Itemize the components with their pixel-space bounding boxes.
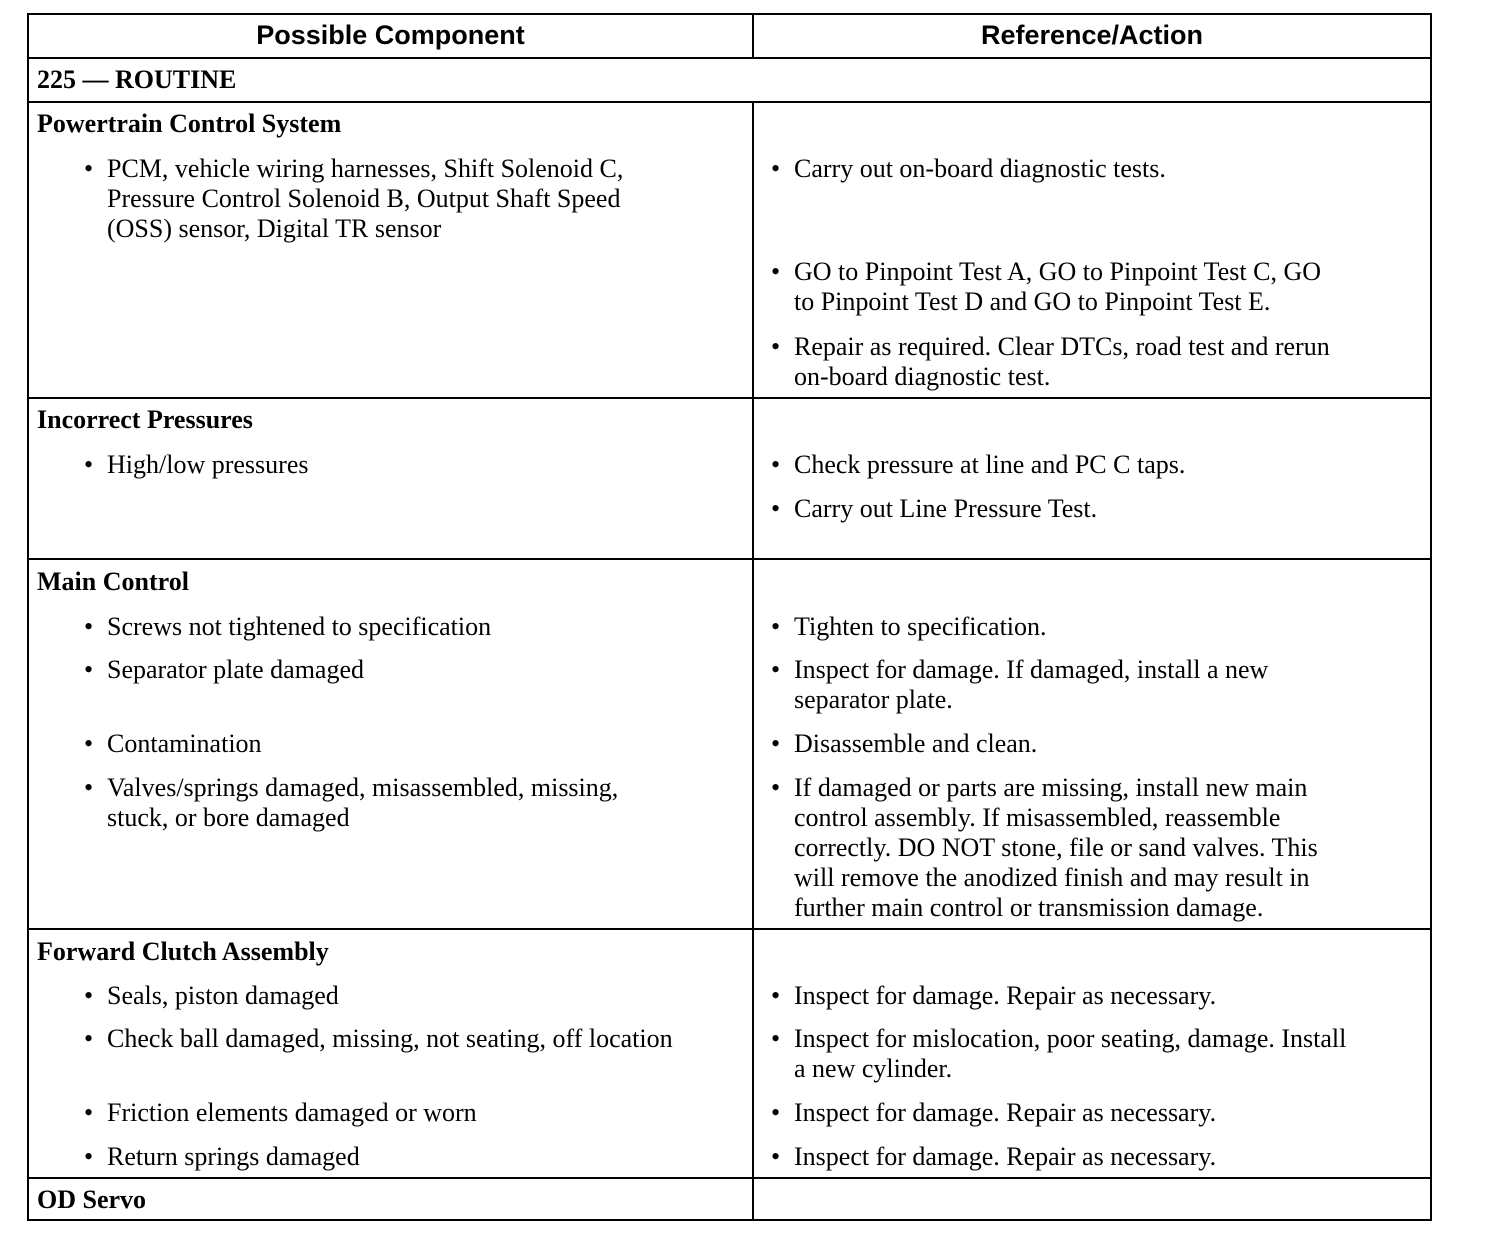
bullet-icon: • bbox=[771, 773, 781, 802]
row-divider bbox=[27, 558, 1432, 560]
action-line: Repair as required. Clear DTCs, road test and rerun bbox=[794, 332, 1330, 361]
routine-label: 225 — ROUTINE bbox=[37, 65, 237, 94]
routine-row-mask bbox=[752, 59, 754, 101]
bullet-icon: • bbox=[771, 1024, 781, 1053]
bullet-icon: • bbox=[771, 154, 781, 183]
action-line: Inspect for damage. Repair as necessary. bbox=[794, 981, 1217, 1010]
component-line: Pressure Control Solenoid B, Output Shaft Speed bbox=[107, 184, 621, 213]
action-line: Carry out on-board diagnostic tests. bbox=[794, 154, 1166, 183]
component-line: Seals, piston damaged bbox=[107, 981, 339, 1010]
action-line: Disassemble and clean. bbox=[794, 729, 1038, 758]
component-line: (OSS) sensor, Digital TR sensor bbox=[107, 214, 442, 243]
action-line: will remove the anodized finish and may result in bbox=[794, 863, 1310, 892]
component-line: PCM, vehicle wiring harnesses, Shift Solenoid C, bbox=[107, 154, 624, 183]
bullet-icon: • bbox=[84, 450, 94, 479]
action-line: further main control or transmission damage. bbox=[794, 893, 1264, 922]
bullet-icon: • bbox=[84, 981, 94, 1010]
bullet-icon: • bbox=[771, 729, 781, 758]
component-line: Check ball damaged, missing, not seating, off location bbox=[107, 1024, 673, 1053]
component-line: Return springs damaged bbox=[107, 1142, 360, 1171]
component-line: Separator plate damaged bbox=[107, 655, 364, 684]
bullet-icon: • bbox=[771, 612, 781, 641]
component-line: Contamination bbox=[107, 729, 262, 758]
bullet-icon: • bbox=[84, 773, 94, 802]
section-title: Powertrain Control System bbox=[37, 109, 342, 138]
bullet-icon: • bbox=[771, 981, 781, 1010]
section-title: Incorrect Pressures bbox=[37, 405, 253, 434]
bullet-icon: • bbox=[84, 612, 94, 641]
component-line: Screws not tightened to specification bbox=[107, 612, 492, 641]
action-line: to Pinpoint Test D and GO to Pinpoint Test E. bbox=[794, 287, 1271, 316]
row-divider bbox=[27, 1177, 1432, 1179]
action-line: Carry out Line Pressure Test. bbox=[794, 494, 1098, 523]
bullet-icon: • bbox=[771, 332, 781, 361]
bullet-icon: • bbox=[84, 1142, 94, 1171]
bullet-icon: • bbox=[84, 154, 94, 183]
row-divider bbox=[27, 57, 1432, 59]
column-header-action: Reference/Action bbox=[980, 20, 1204, 50]
bullet-icon: • bbox=[771, 257, 781, 286]
action-line: Inspect for damage. If damaged, install a new bbox=[794, 655, 1269, 684]
row-divider bbox=[27, 101, 1432, 103]
component-line: Friction elements damaged or worn bbox=[107, 1098, 477, 1127]
section-title: Main Control bbox=[37, 567, 189, 596]
action-line: Inspect for damage. Repair as necessary. bbox=[794, 1142, 1217, 1171]
action-line: correctly. DO NOT stone, file or sand valves. This bbox=[794, 833, 1318, 862]
action-line: GO to Pinpoint Test A, GO to Pinpoint Test C, GO bbox=[794, 257, 1322, 286]
action-line: Inspect for mislocation, poor seating, damage. Install bbox=[794, 1024, 1347, 1053]
component-line: Valves/springs damaged, misassembled, missing, bbox=[107, 773, 619, 802]
bullet-icon: • bbox=[84, 655, 94, 684]
bullet-icon: • bbox=[771, 655, 781, 684]
action-line: separator plate. bbox=[794, 685, 953, 714]
column-divider bbox=[752, 13, 754, 1221]
component-line: stuck, or bore damaged bbox=[107, 803, 350, 832]
action-line: control assembly. If misassembled, reassemble bbox=[794, 803, 1281, 832]
component-line: High/low pressures bbox=[107, 450, 309, 479]
bullet-icon: • bbox=[771, 494, 781, 523]
action-line: on-board diagnostic test. bbox=[794, 362, 1051, 391]
action-line: Check pressure at line and PC C taps. bbox=[794, 450, 1186, 479]
bullet-icon: • bbox=[771, 1098, 781, 1127]
bullet-icon: • bbox=[771, 1142, 781, 1171]
column-header-component: Possible Component bbox=[256, 20, 525, 50]
action-line: If damaged or parts are missing, install new main bbox=[794, 773, 1308, 802]
row-divider bbox=[27, 928, 1432, 930]
action-line: Inspect for damage. Repair as necessary. bbox=[794, 1098, 1217, 1127]
bullet-icon: • bbox=[771, 450, 781, 479]
action-line: a new cylinder. bbox=[794, 1054, 953, 1083]
section-title: OD Servo bbox=[37, 1185, 147, 1214]
bullet-icon: • bbox=[84, 1024, 94, 1053]
action-line: Tighten to specification. bbox=[794, 612, 1047, 641]
row-divider bbox=[27, 397, 1432, 399]
bullet-icon: • bbox=[84, 729, 94, 758]
section-title: Forward Clutch Assembly bbox=[37, 937, 329, 966]
bullet-icon: • bbox=[84, 1098, 94, 1127]
